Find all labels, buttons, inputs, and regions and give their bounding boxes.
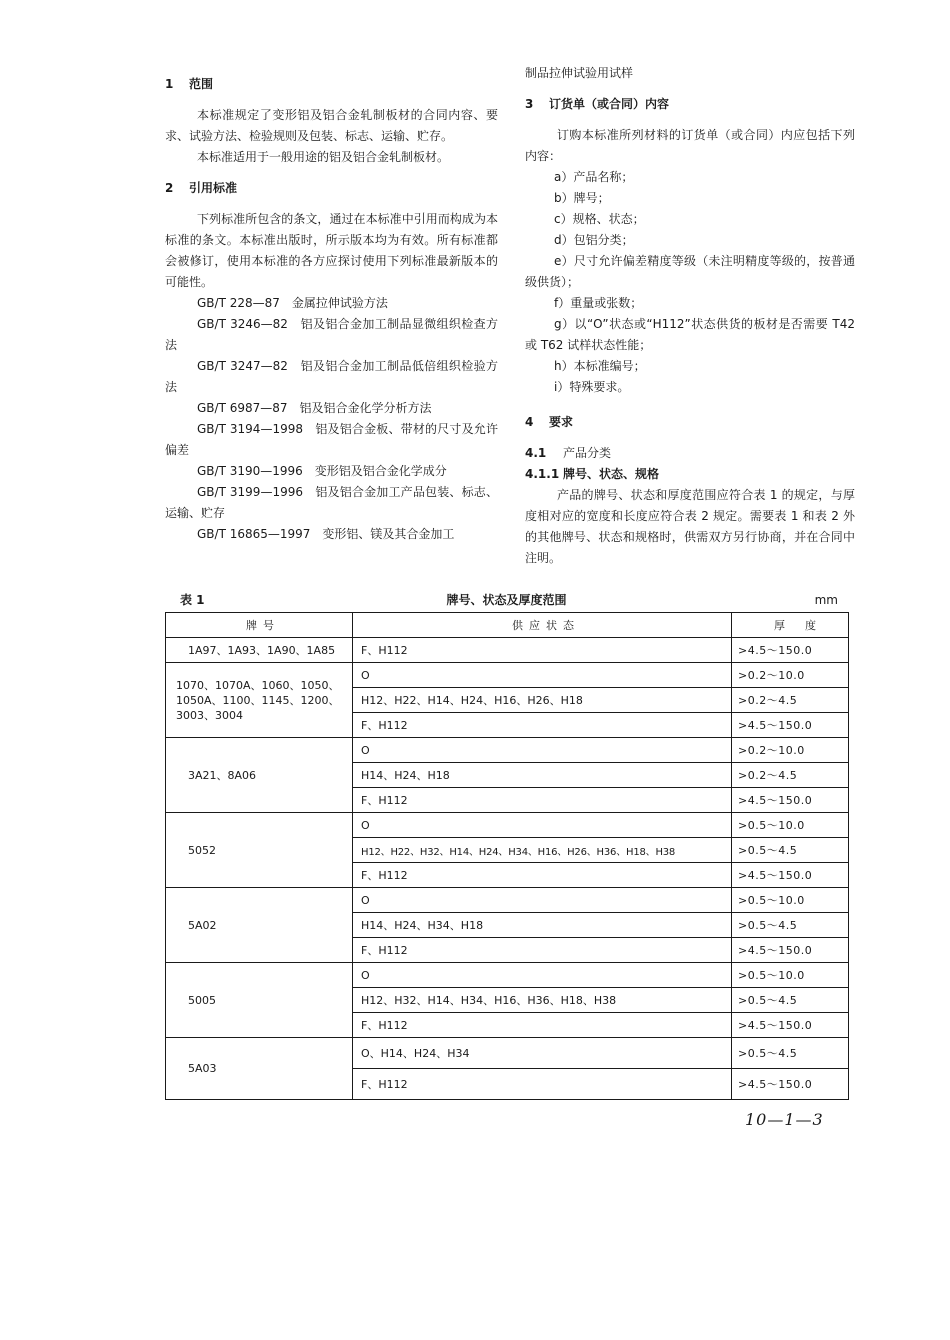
- table-caption: [165, 590, 848, 610]
- reference-item: GB/T 3190—1996 变形铝及铝合金化学成分: [197, 464, 447, 478]
- section-4-1-1-paragraph: 产品的牌号、状态和厚度范围应符合表 1 的规定，与厚度相对应的宽度和长度应符合表 2 规定。需要表 1 和表 2 外的其他牌号、状态和规格时，供需双方另行协商，并在合同中注明。: [525, 488, 855, 565]
- brand-cell: 3A21、8A06: [166, 738, 353, 813]
- thickness-cell: >0.5～4.5: [732, 838, 849, 863]
- thickness-cell: >0.5～10.0: [732, 813, 849, 838]
- thickness-cell: >4.5～150.0: [732, 713, 849, 738]
- header-thickness: 厚度: [732, 613, 849, 638]
- section-1-paragraph-1: 本标准规定了变形铝及铝合金轧制板材的合同内容、要求、试验方法、检验规则及包装、标志、运输、贮存。: [165, 108, 498, 143]
- table-row: [166, 888, 849, 913]
- table-row: [166, 738, 849, 763]
- thickness-cell: >0.2～10.0: [732, 663, 849, 688]
- section-3-heading: 3 订货单（或合同）内容: [525, 97, 670, 111]
- reference-item: GB/T 3194—1998 铝及铝合金板、带材的尺寸及允许偏差: [165, 422, 498, 457]
- table-row: [166, 1038, 849, 1069]
- state-cell: F、H112: [353, 638, 732, 663]
- thickness-cell: >4.5～150.0: [732, 638, 849, 663]
- brand-cell: 5052: [166, 813, 353, 888]
- state-cell: O: [353, 888, 732, 913]
- state-cell: O、H14、H24、H34: [353, 1038, 732, 1069]
- order-item: i）特殊要求。: [554, 380, 630, 394]
- state-cell: F、H112: [353, 1013, 732, 1038]
- right-column: [525, 63, 855, 569]
- state-cell: O: [353, 663, 732, 688]
- table-row: [166, 638, 849, 663]
- brand-cell: 5A02: [166, 888, 353, 963]
- table-row: [166, 663, 849, 688]
- thickness-cell: >0.5～4.5: [732, 988, 849, 1013]
- state-cell: H12、H22、H14、H24、H16、H26、H18: [353, 688, 732, 713]
- state-cell: H14、H24、H18: [353, 763, 732, 788]
- reference-continuation: 制品拉伸试验用试样: [525, 66, 634, 80]
- order-item: g）以“O”状态或“H112”状态供货的板材是否需要 T42 或 T62 试样状态性能；: [525, 317, 855, 352]
- state-cell: O: [353, 738, 732, 763]
- grade-state-thickness-table: [165, 612, 849, 1100]
- state-cell: F、H112: [353, 713, 732, 738]
- order-item: a）产品名称；: [554, 170, 634, 184]
- brand-cell: 1070、1070A、1060、1050、1050A、1100、1145、1200、3003、3004: [166, 663, 353, 738]
- page-number: 10—1—3: [745, 1110, 824, 1129]
- brand-cell: 5005: [166, 963, 353, 1038]
- table-title: 牌号、状态及厚度范围: [446, 593, 567, 607]
- reference-item: GB/T 228—87 金属拉伸试验方法: [197, 296, 388, 310]
- thickness-cell: >4.5～150.0: [732, 788, 849, 813]
- header-brand: 牌号: [166, 613, 353, 638]
- section-1-heading: 1 范围: [165, 77, 214, 91]
- state-cell: F、H112: [353, 788, 732, 813]
- section-4-1-1-heading: 4.1.1 牌号、状态、规格: [525, 467, 660, 481]
- section-2-heading: 2 引用标准: [165, 181, 238, 195]
- thickness-cell: >0.2～4.5: [732, 688, 849, 713]
- thickness-cell: >4.5～150.0: [732, 938, 849, 963]
- order-item: h）本标准编号；: [554, 359, 646, 373]
- section-4-1-heading: 4.1 产品分类: [525, 446, 612, 460]
- section-1-paragraph-2: 本标准适用于一般用途的铝及铝合金轧制板材。: [197, 150, 450, 164]
- state-cell: H12、H22、H32、H14、H24、H34、H16、H26、H36、H18、H38: [353, 838, 732, 863]
- thickness-cell: >0.2～4.5: [732, 763, 849, 788]
- table-unit: mm: [814, 593, 838, 607]
- state-cell: F、H112: [353, 1069, 732, 1100]
- left-column: [165, 74, 498, 545]
- order-item: c）规格、状态；: [554, 212, 645, 226]
- section-4-heading: 4 要求: [525, 415, 574, 429]
- thickness-cell: >0.5～10.0: [732, 888, 849, 913]
- order-item: e）尺寸允许偏差精度等级（未注明精度等级的，按普通级供货）；: [525, 254, 855, 289]
- order-item: b）牌号；: [554, 191, 610, 205]
- thickness-cell: >0.5～4.5: [732, 1038, 849, 1069]
- state-cell: F、H112: [353, 938, 732, 963]
- thickness-cell: >0.5～4.5: [732, 913, 849, 938]
- state-cell: O: [353, 813, 732, 838]
- header-state: 供应状态: [353, 613, 732, 638]
- reference-item: GB/T 16865—1997 变形铝、镁及其合金加工: [197, 527, 455, 541]
- state-cell: O: [353, 963, 732, 988]
- thickness-cell: >0.2～10.0: [732, 738, 849, 763]
- table-label: 表 1: [180, 593, 205, 607]
- brand-cell: 1A97、1A93、1A90、1A85: [166, 638, 353, 663]
- order-item: f）重量或张数；: [554, 296, 643, 310]
- reference-item: GB/T 6987—87 铝及铝合金化学分析方法: [197, 401, 432, 415]
- state-cell: H12、H32、H14、H34、H16、H36、H18、H38: [353, 988, 732, 1013]
- table-row: [166, 963, 849, 988]
- section-2-paragraph: 下列标准所包含的条文，通过在本标准中引用而构成为本标准的条文。本标准出版时，所示版本均为有效。所有标准都会被修订，使用本标准的各方应探讨使用下列标准最新版本的可能性。: [165, 212, 498, 289]
- table-row: [166, 813, 849, 838]
- section-3-paragraph: 订购本标准所列材料的订货单（或合同）内应包括下列内容：: [525, 128, 855, 163]
- reference-item: GB/T 3247—82 铝及铝合金加工制品低倍组织检验方法: [165, 359, 498, 394]
- thickness-cell: >4.5～150.0: [732, 1069, 849, 1100]
- order-item: d）包铝分类；: [554, 233, 634, 247]
- table-header-row: [166, 613, 849, 638]
- reference-item: GB/T 3199—1996 铝及铝合金加工产品包装、标志、运输、贮存: [165, 485, 498, 520]
- state-cell: F、H112: [353, 863, 732, 888]
- thickness-cell: >4.5～150.0: [732, 863, 849, 888]
- thickness-cell: >4.5～150.0: [732, 1013, 849, 1038]
- thickness-cell: >0.5～10.0: [732, 963, 849, 988]
- reference-item: GB/T 3246—82 铝及铝合金加工制品显微组织检查方法: [165, 317, 498, 352]
- state-cell: H14、H24、H34、H18: [353, 913, 732, 938]
- brand-cell: 5A03: [166, 1038, 353, 1100]
